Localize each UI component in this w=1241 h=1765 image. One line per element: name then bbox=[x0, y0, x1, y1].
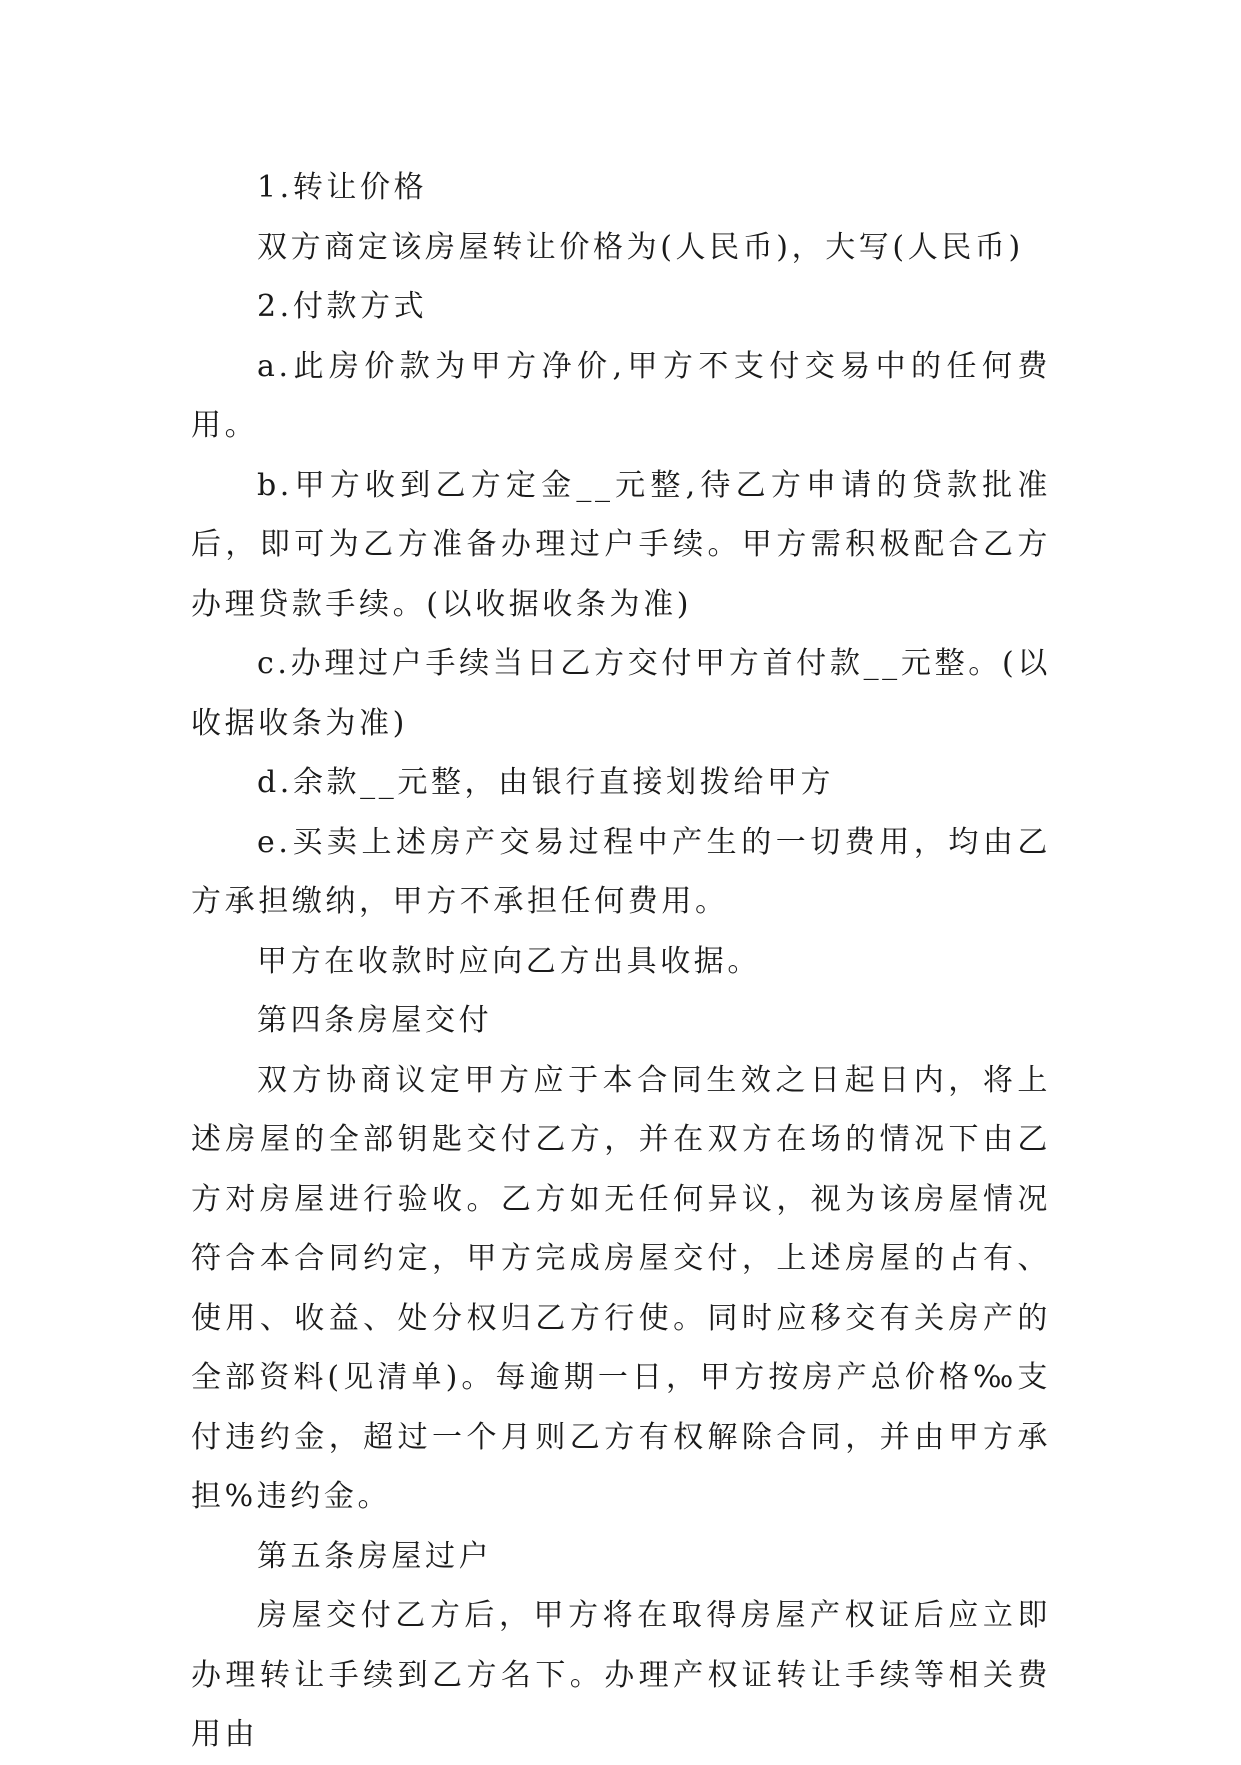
section-heading-article-4: 第四条房屋交付 bbox=[257, 1003, 493, 1038]
paragraph-house-transfer: 房屋交付乙方后，甲方将在取得房屋产权证后应立即办理转让手续到乙方名下。办理产权证转让手续等相关费用由 bbox=[191, 1598, 1051, 1752]
section-heading-article-5: 第五条房屋过户 bbox=[257, 1538, 493, 1574]
document-page bbox=[191, 158, 1051, 1765]
paragraph-transfer-price-heading: 1.转让价格 bbox=[257, 170, 428, 205]
paragraph-payment-c: c.办理过户手续当日乙方交付甲方首付款__元整。(以收据收条为准) bbox=[191, 646, 1051, 741]
paragraph-transfer-price: 双方商定该房屋转让价格为(人民币)，大写(人民币) bbox=[257, 229, 1024, 265]
paragraph-payment-d: d.余款__元整，由银行直接划拨给甲方 bbox=[257, 765, 835, 800]
paragraph-receipt: 甲方在收款时应向乙方出具收据。 bbox=[257, 943, 761, 979]
paragraph-payment-method-heading: 2.付款方式 bbox=[257, 289, 428, 324]
paragraph-house-delivery: 双方协商议定甲方应于本合同生效之日起日内，将上述房屋的全部钥匙交付乙方，并在双方在场的情况下由乙方对房屋进行验收。乙方如无任何异议，视为该房屋情况符合本合同约定，甲方完成房屋交付，上述房屋的占有、使用、收益、处分权归乙方行使。同时应移交有关房产的全部资料(见清单)。每逾期一日，甲方按房产总价格‰支付违约金，超过一个月则乙方有权解除合同，并由甲方承担%违约金。 bbox=[191, 1062, 1051, 1514]
paragraph-payment-b: b.甲方收到乙方定金__元整,待乙方申请的贷款批准后，即可为乙方准备办理过户手续。甲方需积极配合乙方办理贷款手续。(以收据收条为准) bbox=[191, 467, 1051, 622]
paragraph-payment-a: a.此房价款为甲方净价,甲方不支付交易中的任何费用。 bbox=[191, 348, 1051, 443]
paragraph-payment-e: e.买卖上述房产交易过程中产生的一切费用，均由乙方承担缴纳，甲方不承担任何费用。 bbox=[191, 824, 1051, 919]
